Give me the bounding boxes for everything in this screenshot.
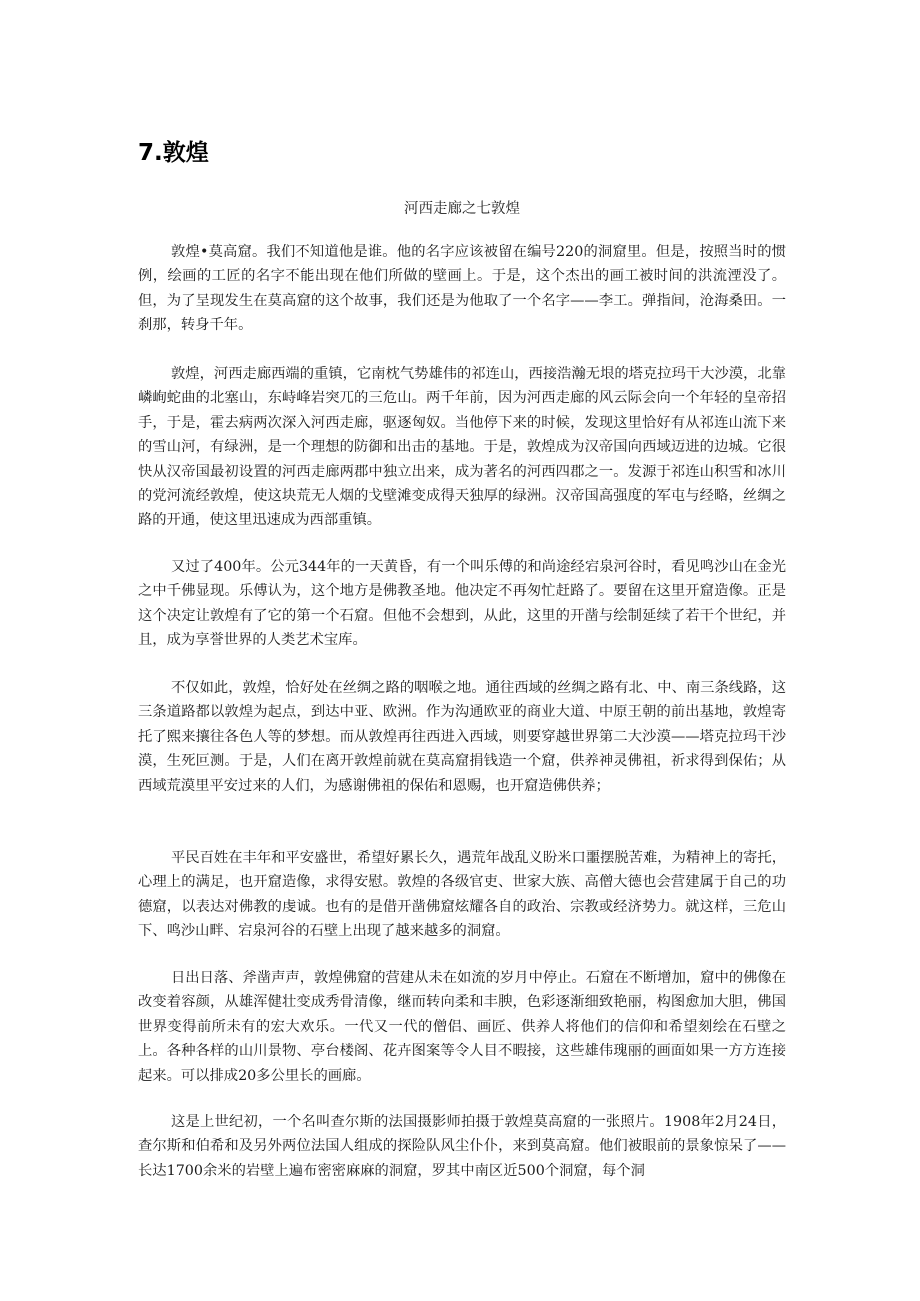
paragraph-1: 敦煌•莫高窟。我们不知道他是谁。他的名字应该被留在编号220的洞窟里。但是，按照当时的惯例，绘画的工匠的名字不能出现在他们所做的壁画上。于是，这个杰出的画工被时间的洪流湮没了。但，为了呈现发生在莫高窟的这个故事，我们还是为他取了一个名字——李工。弹指间，沧海桑田。一刹那，转身千年。 <box>138 244 786 334</box>
paragraph-3: 又过了400年。公元344年的一天黄昏，有一个叫乐傅的和尚途经宕泉河谷时，看见鸣沙山在金光之中千佛显现。乐傅认为，这个地方是佛教圣地。他决定不再匆忙赶路了。要留在这里开窟造像。正是这个决定让敦煌有了它的第一个石窟。但他不会想到，从此，这里的开凿与绘制延续了若干个世纪，并且，成为享誉世界的人类艺术宝库。 <box>138 559 786 649</box>
document-subtitle: 河西走廊之七敦煌 <box>404 201 520 217</box>
paragraph-2: 敦煌，河西走廊西端的重镇，它南枕气势雄伟的祁连山，西接浩瀚无垠的塔克拉玛干大沙漠，北靠嶙峋蛇曲的北塞山，东峙峰岩突兀的三危山。两千年前，因为河西走廊的风云际会向一个年轻的皇帝招手，于是，霍去病两次深入河西走廊，驱逐匈奴。当他停下来的时候，发现这里恰好有从祁连山流下来的雪山河，有绿洲，是一个理想的防御和出击的基地。于是，敦煌成为汉帝国向西域迈进的边城。它很快从汉帝国最初设置的河西走廊两郡中独立出来，成为著名的河西四郡之一。发源于祁连山积雪和冰川的党河流经敦煌，使这块荒无人烟的戈壁滩变成得天独厚的绿洲。汉帝国高强度的军屯与经略，丝绸之路的开通，使这里迅速成为西部重镇。 <box>138 366 786 529</box>
document-heading: 7.敦煌 <box>138 140 209 166</box>
paragraph-5: 平民百姓在丰年和平安盛世，希望好累长久，遇荒年战乱义盼米口噩摆脱苦难，为精神上的寄托，心理上的满足，也开窟造像，求得安慰。敦煌的各级官吏、世家大族、高僧大德也会营建属于自己的功德窟，以表达对佛教的虔诚。也有的是借开凿佛窟炫耀各自的政治、宗教或经济势力。就这样，三危山下、鸣沙山畔、宕泉河谷的石壁上出现了越来越多的洞窟。 <box>138 850 786 940</box>
paragraph-7: 这是上世纪初，一个名叫查尔斯的法国摄影师拍摄于敦煌莫高窟的一张照片。1908年2月24日，查尔斯和伯希和及另外两位法国人组成的探险队风尘仆仆，来到莫高窟。他们被眼前的景象惊呆了——长达1700余米的岩壁上遍布密密麻麻的洞窟，罗其中南区近500个洞窟，每个洞 <box>138 1114 786 1179</box>
paragraph-4: 不仅如此，敦煌，恰好处在丝绸之路的咽喉之地。通往西域的丝绸之路有北、中、南三条线路，这三条道路都以敦煌为起点，到达中亚、欧洲。作为沟通欧亚的商业大道、中原王朝的前出基地，敦煌寄托了熙来攘往各色人等的梦想。而从敦煌再往西进入西域，则要穿越世界第二大沙漠——塔克拉玛干沙漠，生死叵测。于是，人们在离开敦煌前就在莫高窟捐钱造一个窟，供养神灵佛祖，祈求得到保佑；从西域荒漠里平安过来的人们，为感谢佛祖的保佑和恩赐，也开窟造佛供养； <box>138 680 786 794</box>
paragraph-6: 日出日落、斧凿声声，敦煌佛窟的营建从未在如流的岁月中停止。石窟在不断增加，窟中的佛像在改变着容颜，从雄浑健壮变成秀骨清像，继而转向柔和丰腴，色彩逐渐细致艳丽，构图愈加大胆，佛国世界变得前所未有的宏大欢乐。一代又一代的僧侣、画匠、供养人将他们的信仰和希望刻绘在石壁之上。各种各样的山川景物、亭台楼阁、花卉图案等令人目不暇接，这些雄伟瑰丽的画面如果一方方连接起来。可以排成20多公里长的画廊。 <box>138 970 786 1084</box>
